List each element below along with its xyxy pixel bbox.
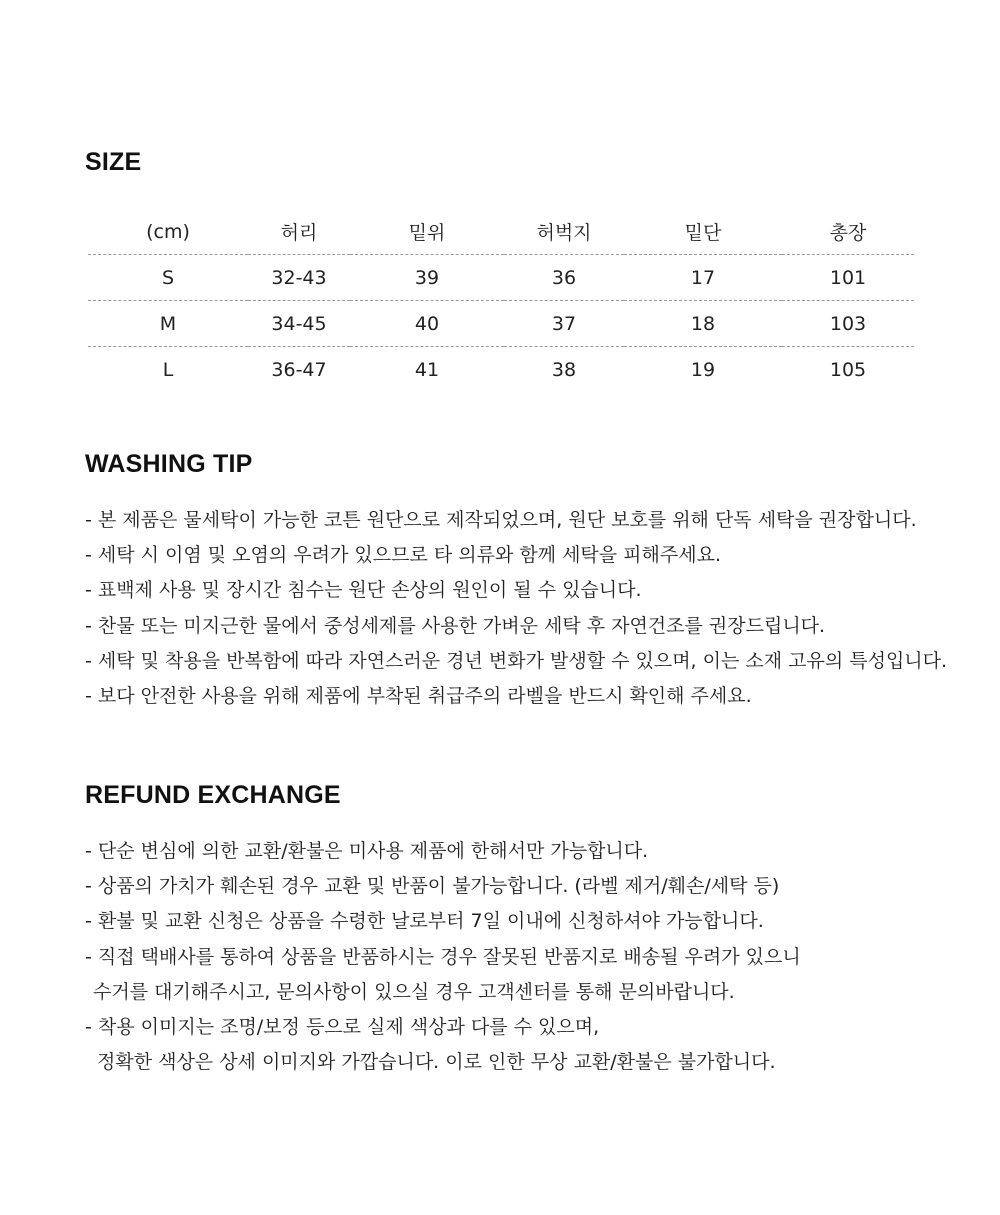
thigh-cell: 36 [504,255,624,301]
size-table-header-row [88,209,914,255]
hem-cell: 17 [624,255,782,301]
list-item: - 찬물 또는 미지근한 물에서 중성세제를 사용한 가벼운 세탁 후 자연건조를 권장드립니다. [85,614,826,637]
size-header-waist: 허리 [248,209,350,255]
rise-cell: 40 [350,301,504,347]
length-cell: 101 [782,255,914,301]
list-item: - 세탁 시 이염 및 오염의 우려가 있으므로 타 의류와 함께 세탁을 피해주세요. [85,544,721,567]
hem-cell: 19 [690,358,716,381]
list-item: - 세탁 및 착용을 반복함에 따라 자연스러운 경년 변화가 발생할 수 있으며, 이는 소재 고유의 특성입니다. [85,649,948,672]
list-item: - 단순 변심에 의한 교환/환불은 미사용 제품에 한해서만 가능합니다. [85,840,649,862]
washing-tip-list [85,503,947,714]
refund-exchange-section-title: REFUND EXCHANGE [85,781,341,809]
waist-cell: 34-45 [248,301,350,347]
list-item-continuation: 수거를 대기해주시고, 문의사항이 있으실 경우 고객센터를 통해 문의바랍니다. [93,980,735,1003]
list-item: - 환불 및 교환 신청은 상품을 수령한 날로부터 7일 이내에 신청하셔야 가능합니다. [85,910,764,933]
length-cell: 103 [782,301,914,347]
size-header-length: 총장 [782,209,914,255]
list-item-continuation: 정확한 색상은 상세 이미지와 가깝습니다. 이로 인한 무상 교환/환불은 불가합니다. [97,1051,776,1074]
rise-cell: 41 [414,358,440,381]
list-item: - 보다 안전한 사용을 위해 제품에 부착된 취급주의 라벨을 반드시 확인해 주세요. [85,684,752,707]
size-header-unit: (cm) [88,209,248,255]
list-item: - 본 제품은 물세탁이 가능한 코튼 원단으로 제작되었으며, 원단 보호를 위해 단독 세탁을 권장합니다. [85,509,917,531]
waist-cell: 36-47 [271,358,327,381]
size-section-title: SIZE [85,148,142,176]
refund-exchange-list [85,834,801,1080]
size-table [88,209,914,392]
rise-cell: 39 [350,255,504,301]
list-item: - 착용 이미지는 조명/보정 등으로 실제 색상과 다를 수 있으며, [85,1015,600,1038]
length-cell: 105 [829,358,867,381]
thigh-cell: 37 [504,301,624,347]
size-label-cell: S [88,255,248,301]
table-row [88,301,914,347]
hem-cell: 18 [624,301,782,347]
thigh-cell: 38 [551,358,577,381]
size-label-cell: L [162,358,174,381]
washing-tip-section-title: WASHING TIP [85,450,253,478]
table-row [88,347,914,393]
waist-cell: 32-43 [248,255,350,301]
list-item: - 상품의 가치가 훼손된 경우 교환 및 반품이 불가능합니다. (라벨 제거/훼손/세탁 등) [85,875,780,898]
list-item: - 표백제 사용 및 장시간 침수는 원단 손상의 원인이 될 수 있습니다. [85,579,642,602]
size-header-thigh: 허벅지 [504,209,624,255]
list-item: - 직접 택배사를 통하여 상품을 반품하시는 경우 잘못된 반품지로 배송될 우려가 있으니 [85,945,801,968]
size-header-hem: 밑단 [624,209,782,255]
size-header-rise: 밑위 [350,209,504,255]
size-label-cell: M [88,301,248,347]
table-row [88,255,914,301]
